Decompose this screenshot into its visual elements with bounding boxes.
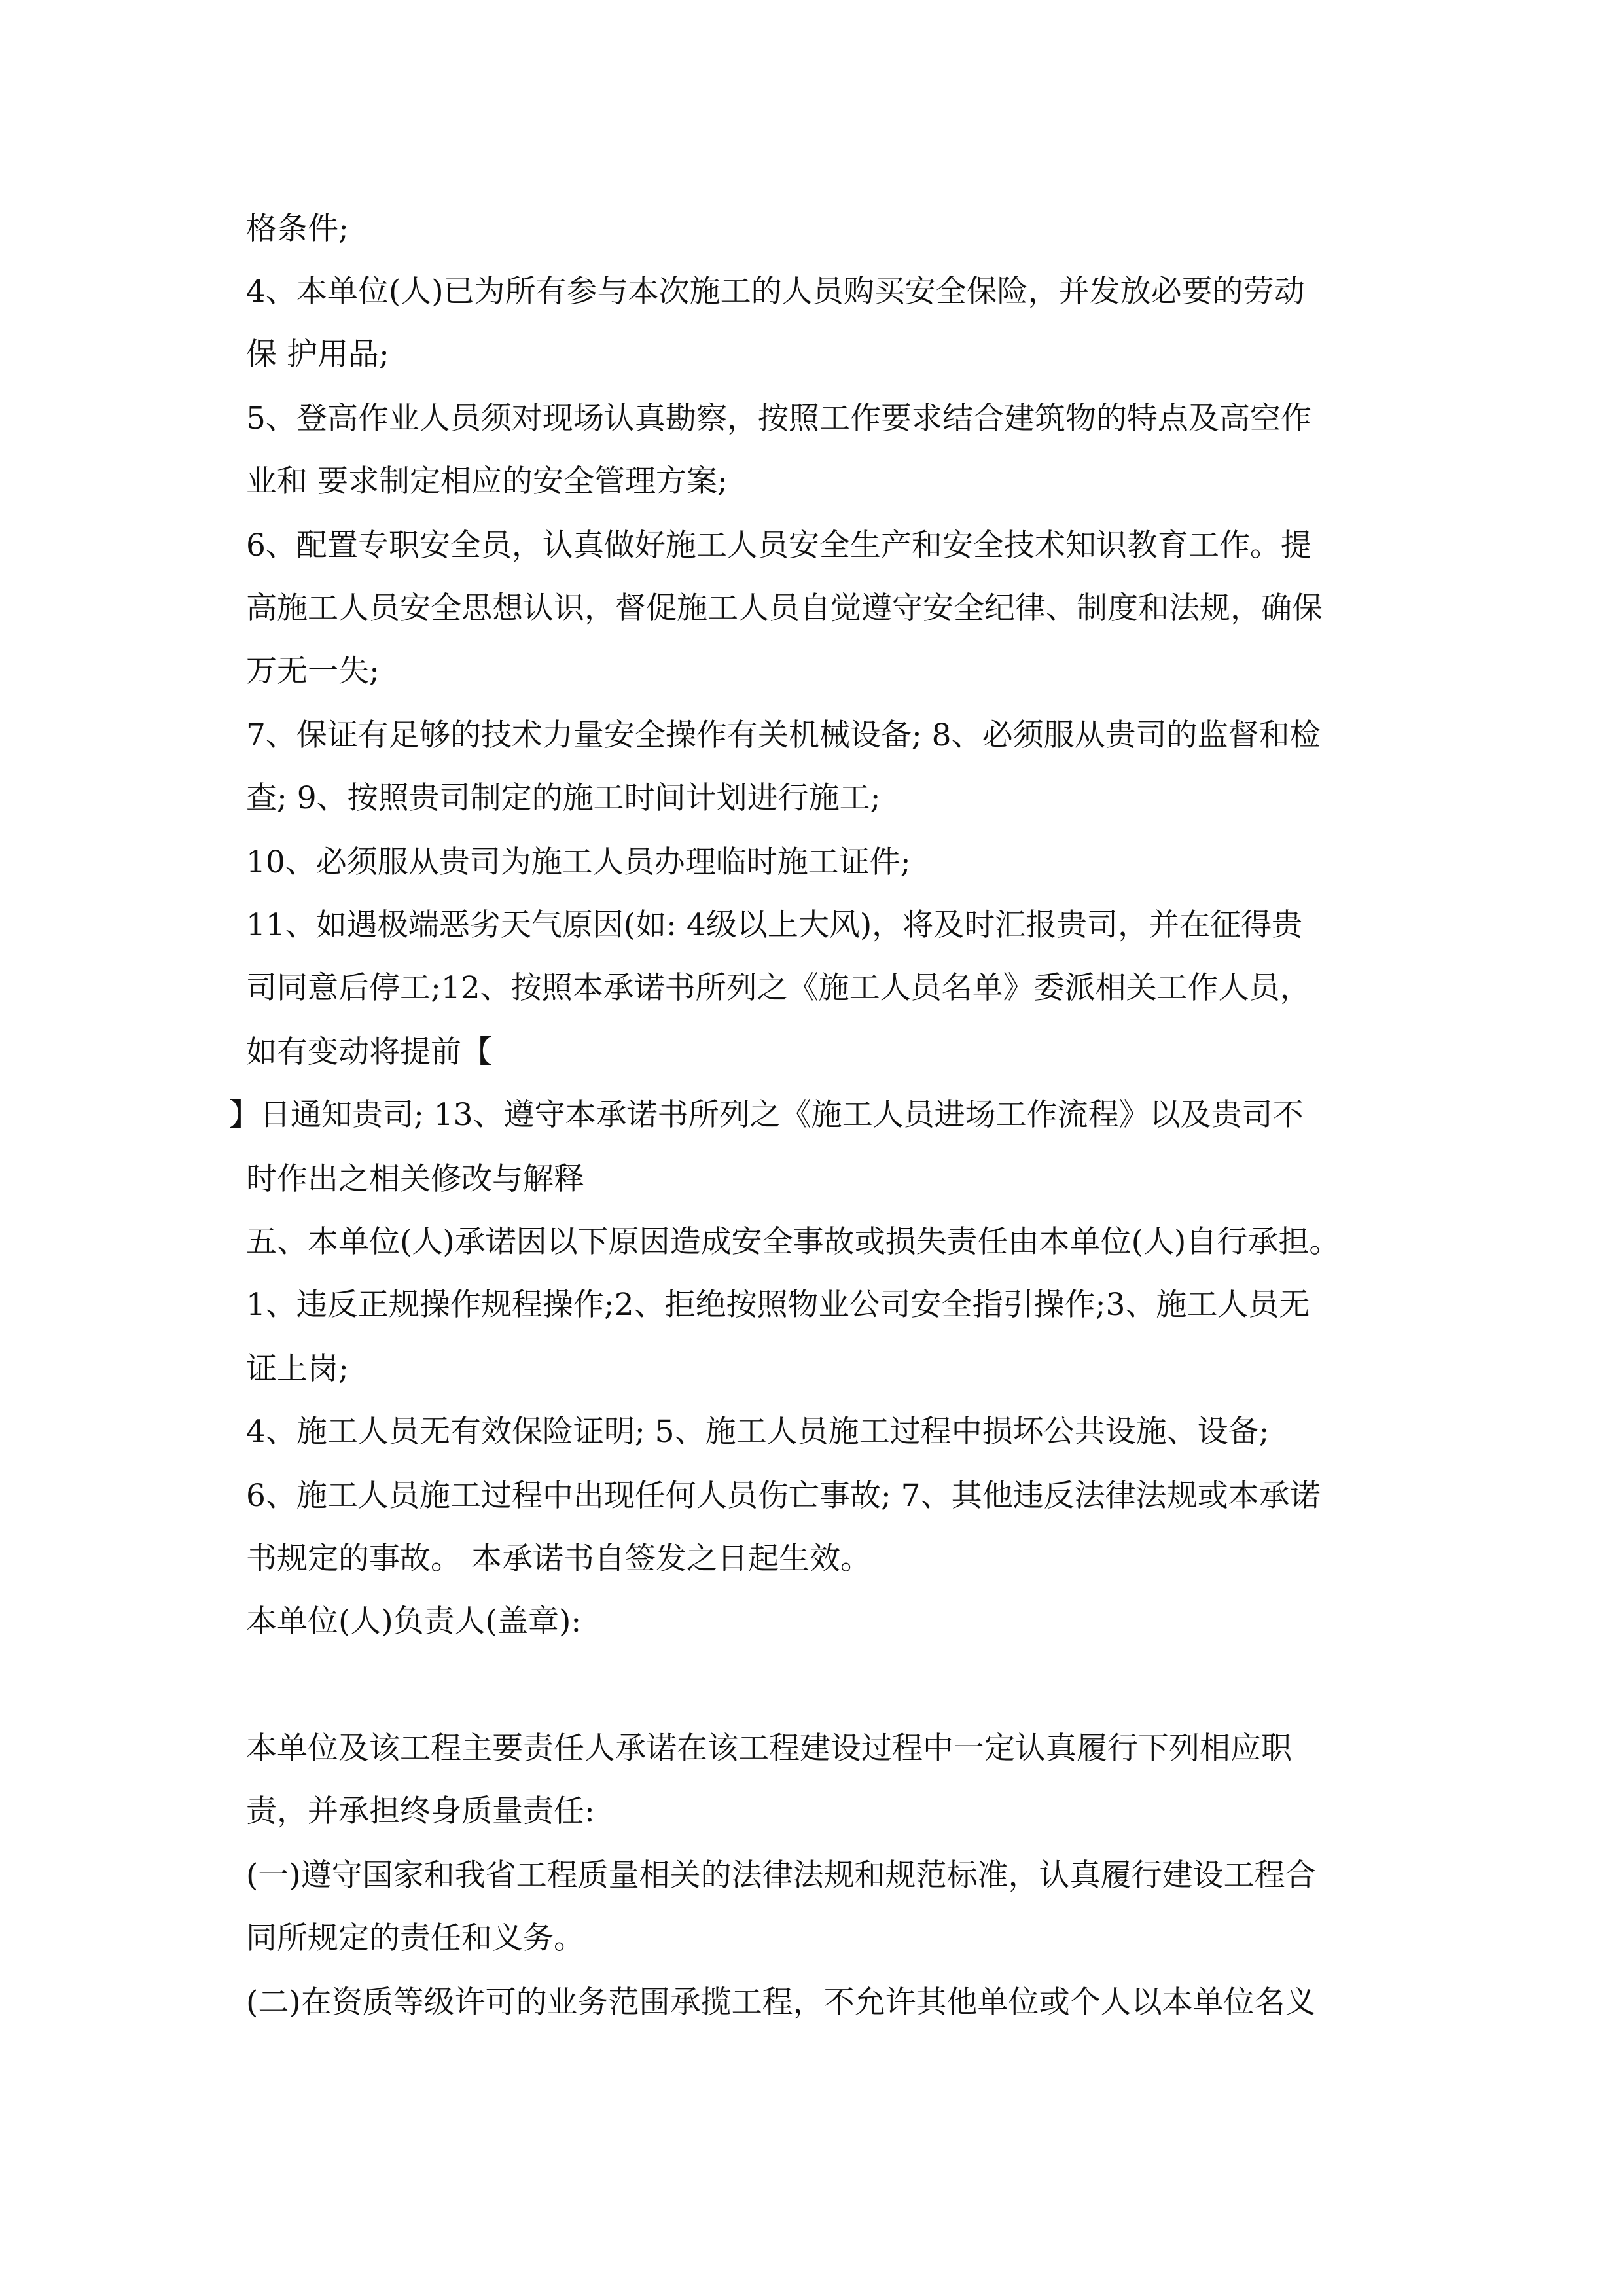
text-line: 证上岗;	[246, 1351, 349, 1387]
text-line: 同所规定的责任和义务。	[246, 1920, 584, 1956]
text-line: 五、本单位(人)承诺因以下原因造成安全事故或损失责任由本单位(人)自行承担。	[246, 1224, 1340, 1260]
text-line: 4、施工人员无有效保险证明; 5、施工人员施工过程中损坏公共设施、设备;	[246, 1414, 1270, 1450]
text-line: 业和 要求制定相应的安全管理方案;	[246, 463, 728, 499]
text-line: 保 护用品;	[246, 336, 389, 372]
signature-label: 本单位(人)负责人(盖章):	[246, 1604, 582, 1640]
text-line: 书规定的事故。 本承诺书自签发之日起生效。	[246, 1541, 871, 1577]
text-line: 4、本单位(人)已为所有参与本次施工的人员购买安全保险，并发放必要的劳动	[246, 274, 1305, 310]
text-line: 高施工人员安全思想认识，督促施工人员自觉遵守安全纪律、制度和法规，确保	[246, 590, 1323, 626]
text-line: 如有变动将提前【	[246, 1034, 492, 1070]
text-line: 格条件;	[246, 211, 349, 247]
text-line: (一)遵守国家和我省工程质量相关的法律法规和规范标准，认真履行建设工程合	[246, 1857, 1316, 1893]
text-line: 11、如遇极端恶劣天气原因(如: 4级以上大风)，将及时汇报贵司，并在征得贵	[246, 907, 1303, 943]
text-line: 5、登高作业人员须对现场认真勘察，按照工作要求结合建筑物的特点及高空作	[246, 401, 1311, 437]
text-line: 10、必须服从贵司为施工人员办理临时施工证件;	[246, 844, 911, 880]
text-line: 1、违反正规操作规程操作;2、拒绝按照物业公司安全指引操作;3、施工人员无	[246, 1287, 1310, 1323]
text-line: 6、施工人员施工过程中出现任何人员伤亡事故; 7、其他违反法律法规或本承诺	[246, 1478, 1321, 1514]
text-line: 万无一失;	[246, 653, 380, 689]
text-line: 司同意后停工;12、按照本承诺书所列之《施工人员名单》委派相关工作人员，	[246, 970, 1311, 1006]
text-line: 查; 9、按照贵司制定的施工时间计划进行施工;	[246, 780, 881, 816]
text-line: (二)在资质等级许可的业务范围承揽工程，不允许其他单位或个人以本单位名义	[246, 1984, 1316, 2020]
text-line: 】日通知贵司; 13、遵守本承诺书所列之《施工人员进场工作流程》以及贵司不	[229, 1097, 1304, 1133]
text-line: 6、配置专职安全员，认真做好施工人员安全生产和安全技术知识教育工作。提	[246, 528, 1311, 564]
text-line: 7、保证有足够的技术力量安全操作有关机械设备; 8、必须服从贵司的监督和检	[246, 717, 1321, 753]
text-line: 时作出之相关修改与解释	[246, 1161, 584, 1197]
text-line: 本单位及该工程主要责任人承诺在该工程建设过程中一定认真履行下列相应职	[246, 1731, 1292, 1767]
text-line: 责，并承担终身质量责任:	[246, 1793, 595, 1829]
